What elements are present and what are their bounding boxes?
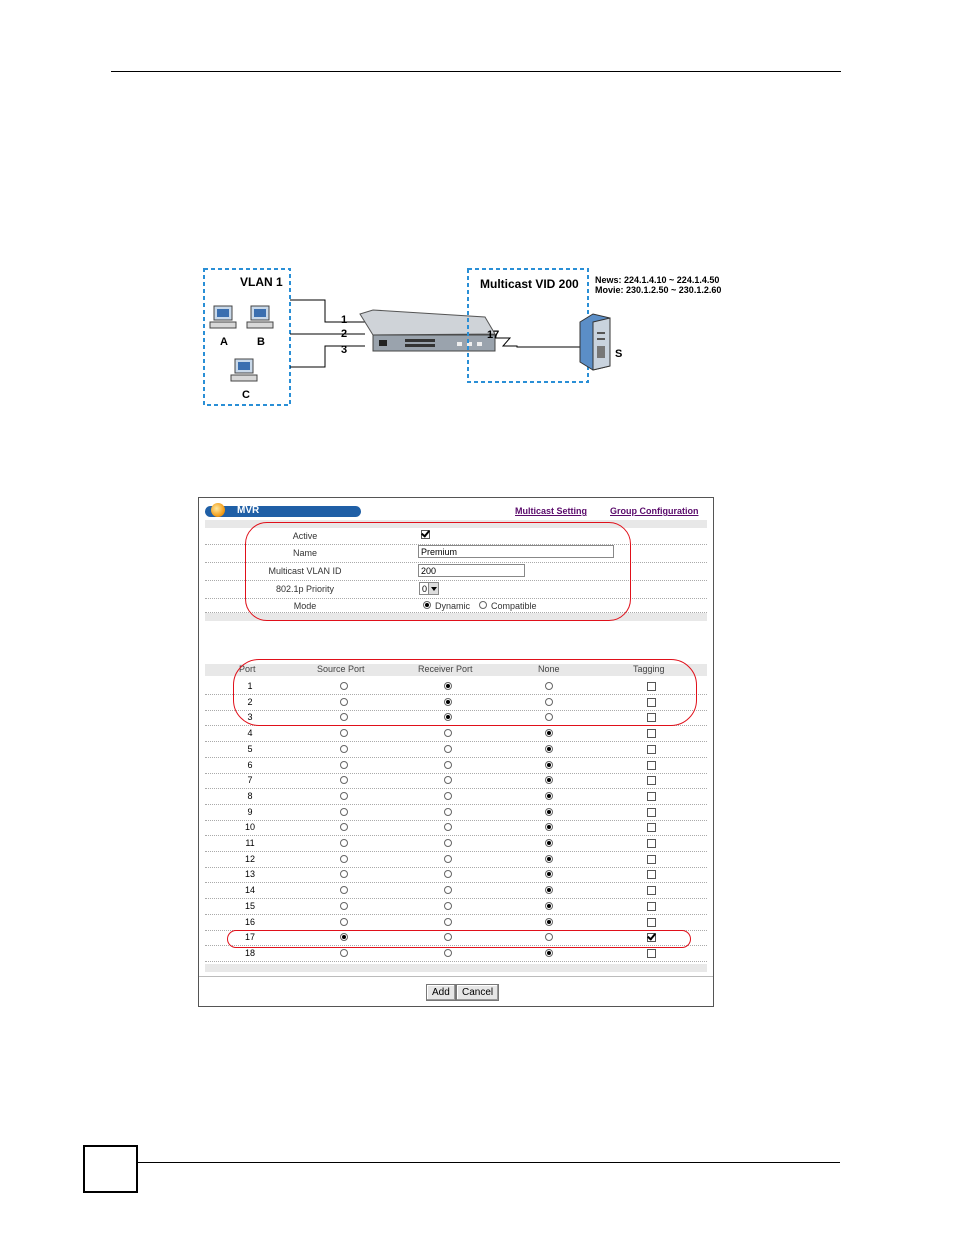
tagging-checkbox[interactable]	[647, 855, 656, 864]
source-port-radio[interactable]	[340, 792, 348, 800]
port-number: 4	[247, 728, 253, 739]
cancel-button[interactable]: Cancel	[456, 984, 499, 1001]
tagging-checkbox[interactable]	[647, 776, 656, 785]
source-port-radio[interactable]	[340, 761, 348, 769]
source-port-radio[interactable]	[340, 886, 348, 894]
port-number: 17	[244, 932, 255, 943]
tagging-checkbox[interactable]	[647, 729, 656, 738]
port-number: 7	[247, 775, 253, 786]
receiver-port-radio[interactable]	[444, 792, 452, 800]
tagging-checkbox[interactable]	[647, 918, 656, 927]
port-number: 6	[247, 759, 253, 770]
header-rule	[111, 71, 841, 72]
computer-b-icon	[247, 306, 273, 328]
none-port-radio[interactable]	[545, 745, 553, 753]
host-c-label: C	[242, 389, 250, 401]
table-row	[205, 772, 707, 789]
source-port-radio[interactable]	[340, 808, 348, 816]
vlan-label: VLAN 1	[240, 275, 283, 289]
port-label-2: 2	[341, 328, 348, 340]
port-number: 1	[247, 681, 253, 691]
multicast-vid-label: Multicast VID 200	[480, 277, 579, 291]
none-port-radio[interactable]	[545, 918, 553, 926]
header-port: Port	[239, 664, 256, 674]
receiver-port-radio[interactable]	[444, 855, 452, 863]
network-diagram-svg	[195, 262, 755, 412]
port-number: 8	[247, 790, 253, 801]
source-port-radio[interactable]	[340, 823, 348, 831]
tagging-checkbox[interactable]	[647, 823, 656, 832]
none-port-radio[interactable]	[545, 870, 553, 878]
footer-divider	[199, 976, 713, 977]
highlight-port-17-oval	[227, 930, 691, 948]
name-label: Name	[292, 548, 317, 558]
network-diagram	[195, 262, 755, 412]
source-port-radio[interactable]	[340, 949, 348, 957]
none-port-radio[interactable]	[545, 776, 553, 784]
port-number: 18	[244, 947, 255, 958]
movie-range-label: Movie: 230.1.2.50 ~ 230.1.2.60	[595, 285, 722, 295]
none-port-radio[interactable]	[545, 886, 553, 894]
port-number: 2	[247, 696, 253, 707]
none-port-radio[interactable]	[545, 792, 553, 800]
computer-c-icon	[231, 359, 257, 381]
table-row	[205, 914, 707, 931]
port-number: 15	[244, 900, 255, 911]
news-range-label: News: 224.1.4.10 ~ 224.1.4.50	[595, 275, 720, 285]
page-number-box	[83, 1145, 138, 1193]
wan-link	[495, 338, 585, 347]
none-port-radio[interactable]	[545, 761, 553, 769]
tagging-checkbox[interactable]	[647, 839, 656, 848]
none-port-radio[interactable]	[545, 808, 553, 816]
header-none: None	[538, 664, 560, 674]
table-row	[205, 851, 707, 868]
receiver-port-radio[interactable]	[444, 823, 452, 831]
computer-a-icon	[210, 306, 236, 328]
port-label-17: 17	[487, 329, 500, 341]
multicast-setting-link[interactable]: Multicast Setting	[515, 506, 588, 516]
source-port-radio[interactable]	[340, 729, 348, 737]
receiver-port-radio[interactable]	[444, 949, 452, 957]
none-port-radio[interactable]	[545, 949, 553, 957]
receiver-port-radio[interactable]	[444, 918, 452, 926]
host-b-label: B	[257, 336, 265, 348]
none-port-radio[interactable]	[545, 823, 553, 831]
port-number: 10	[244, 822, 255, 833]
port-number: 3	[247, 712, 253, 723]
group-configuration-link[interactable]: Group Configuration	[610, 506, 699, 516]
host-a-label: A	[220, 336, 228, 348]
receiver-port-radio[interactable]	[444, 902, 452, 910]
tagging-checkbox[interactable]	[647, 902, 656, 911]
header-tagging: Tagging	[633, 664, 665, 674]
cable-port-1	[290, 300, 365, 322]
port-number: 13	[244, 869, 255, 880]
priority-value: 0	[422, 584, 428, 594]
mode-compatible-label: Compatible	[491, 601, 537, 611]
priority-label: 802.1p Priority	[275, 584, 335, 594]
vlan-boundary	[204, 269, 290, 405]
port-number: 12	[244, 853, 255, 864]
table-row	[205, 725, 707, 742]
tagging-checkbox[interactable]	[647, 792, 656, 801]
footer-rule	[138, 1162, 840, 1163]
port-label-3: 3	[341, 344, 348, 356]
cable-port-3	[290, 346, 365, 367]
source-port-radio[interactable]	[340, 839, 348, 847]
source-port-radio[interactable]	[340, 855, 348, 863]
table-row	[205, 866, 707, 883]
server-icon	[580, 314, 610, 370]
source-port-radio[interactable]	[340, 776, 348, 784]
table-row	[205, 819, 707, 836]
tagging-checkbox[interactable]	[647, 808, 656, 817]
table-row	[205, 835, 707, 852]
tagging-checkbox[interactable]	[647, 886, 656, 895]
table-row	[205, 757, 707, 774]
port-number: 16	[244, 916, 255, 927]
none-port-radio[interactable]	[545, 839, 553, 847]
source-port-radio[interactable]	[340, 902, 348, 910]
receiver-port-radio[interactable]	[444, 729, 452, 737]
mvr-title-orb-icon	[211, 503, 225, 517]
receiver-port-radio[interactable]	[444, 745, 452, 753]
receiver-port-radio[interactable]	[444, 839, 452, 847]
port-number: 14	[244, 885, 255, 896]
tagging-checkbox[interactable]	[647, 949, 656, 958]
receiver-port-radio[interactable]	[444, 870, 452, 878]
mode-dynamic-label: Dynamic	[435, 601, 471, 611]
receiver-port-radio[interactable]	[444, 808, 452, 816]
tagging-checkbox[interactable]	[647, 745, 656, 754]
mvr-title-bar	[205, 506, 361, 517]
none-port-radio[interactable]	[545, 855, 553, 863]
vlan-id-label: Multicast VLAN ID	[268, 566, 342, 576]
port-number: 9	[247, 806, 253, 817]
highlight-ports-1-3-oval	[233, 659, 697, 726]
source-port-radio[interactable]	[340, 918, 348, 926]
port-number: 5	[247, 743, 253, 754]
source-port-radio[interactable]	[340, 870, 348, 878]
table-bottom-band	[205, 964, 707, 972]
mvr-screen	[198, 497, 714, 1007]
header-receiver-port: Receiver Port	[418, 664, 473, 674]
table-row	[205, 882, 707, 899]
table-row	[205, 804, 707, 821]
switch-icon	[360, 310, 495, 351]
port-number: 11	[245, 838, 255, 848]
table-row	[205, 898, 707, 915]
highlight-form-oval	[245, 522, 631, 621]
tagging-checkbox[interactable]	[647, 870, 656, 879]
tagging-checkbox[interactable]	[647, 761, 656, 770]
receiver-port-radio[interactable]	[444, 761, 452, 769]
mode-label: Mode	[293, 601, 317, 611]
none-port-radio[interactable]	[545, 902, 553, 910]
mvr-title: MVR	[237, 505, 260, 516]
port-label-1: 1	[341, 314, 348, 326]
active-label: Active	[292, 531, 318, 541]
table-row	[205, 788, 707, 805]
source-port-radio[interactable]	[340, 745, 348, 753]
receiver-port-radio[interactable]	[444, 776, 452, 784]
header-source-port: Source Port	[317, 664, 365, 674]
add-button[interactable]: Add	[426, 984, 456, 1001]
table-row	[205, 741, 707, 758]
receiver-port-radio[interactable]	[444, 886, 452, 894]
none-port-radio[interactable]	[545, 729, 553, 737]
server-label: S	[615, 348, 623, 360]
